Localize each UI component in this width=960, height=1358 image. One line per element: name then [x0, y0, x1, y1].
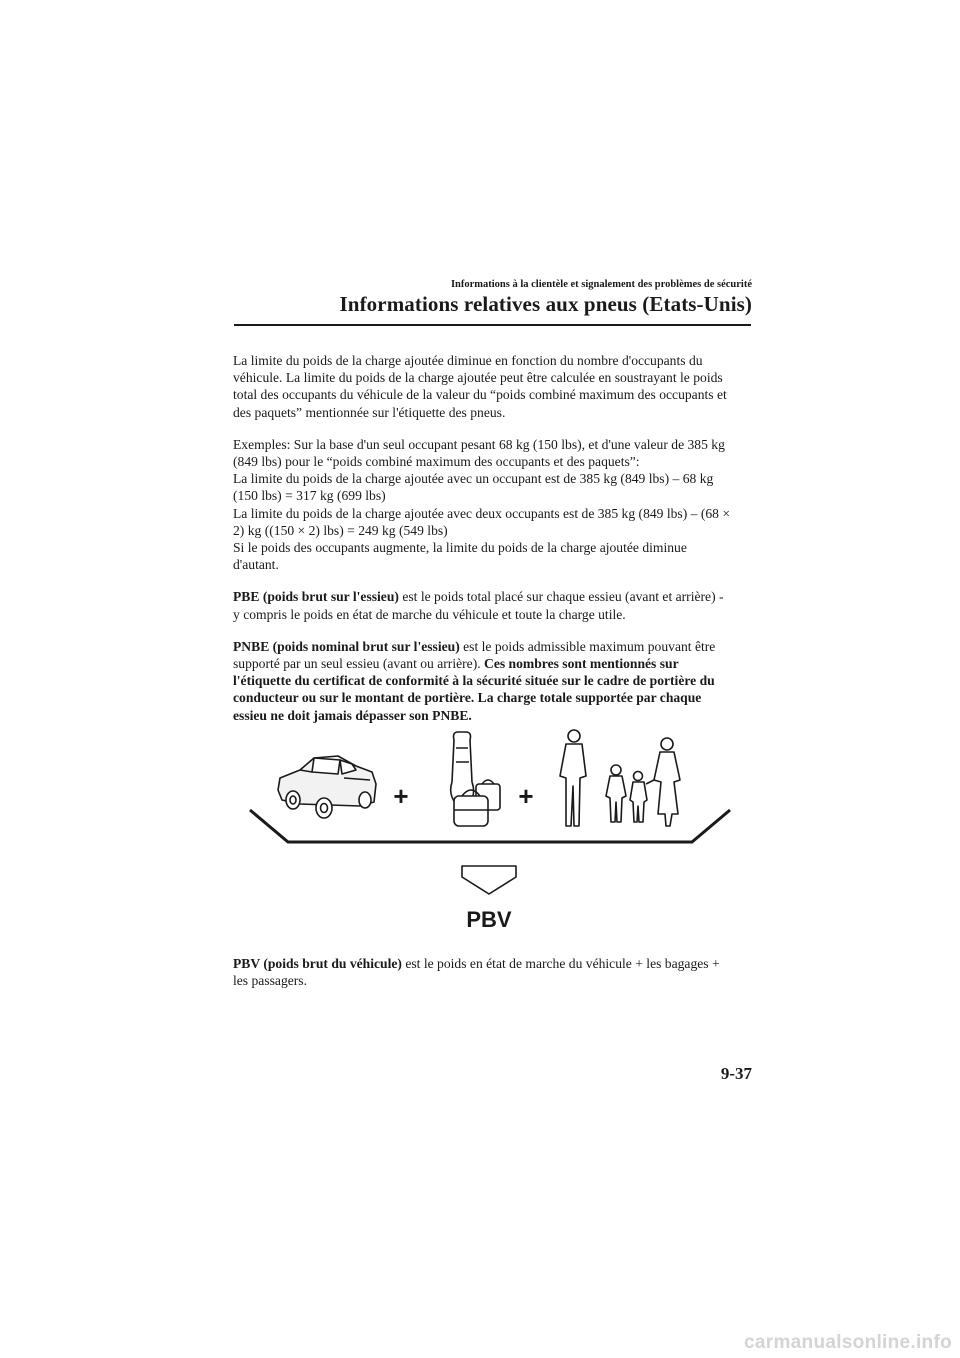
- text-line: (150 lbs) = 317 kg (699 lbs): [233, 488, 386, 504]
- paragraph-examples: [233, 436, 755, 574]
- down-arrow-icon: [462, 866, 516, 894]
- text-line: La limite du poids de la charge ajoutée diminue en fonction du nombre d'occupants du: [233, 353, 703, 368]
- paragraph-load-limit: [233, 352, 755, 421]
- text-run: supporté par un seul essieu (avant ou arrière).: [233, 656, 485, 672]
- text-line: véhicule. La limite du poids de la charge ajoutée peut être calculée en soustrayant le poids: [233, 370, 723, 386]
- text-line: La limite du poids de la charge ajoutée avec un occupant est de 385 kg (849 lbs) – 68 kg: [233, 471, 714, 487]
- paragraph-pbe: [233, 588, 755, 622]
- text-run: est le poids en état de marche du véhicule + les bagages +: [401, 956, 720, 971]
- page-number: 9-37: [720, 1064, 752, 1083]
- car-icon: [278, 756, 376, 818]
- text-line: 2) kg ((150 × 2) lbs) = 249 kg (549 lbs): [233, 522, 448, 538]
- term-pbv: PBV (poids brut du véhicule): [233, 956, 402, 971]
- text-line: des paquets” mentionnée sur l'étiquette des pneus.: [233, 404, 506, 420]
- plus-sign: +: [393, 781, 409, 811]
- text-run-bold: Ces nombres sont mentionnés sur: [484, 656, 679, 672]
- header-rule: [234, 324, 751, 326]
- page-title: Informations relatives aux pneus (Etats-Unis): [339, 292, 752, 316]
- text-line: les passagers.: [233, 973, 307, 989]
- pbv-label: PBV: [466, 907, 512, 932]
- watermark-text: carmanualsonline.info: [744, 1332, 952, 1353]
- text-line: essieu ne doit jamais dépasser son PNBE.: [233, 707, 472, 723]
- luggage-icon: [451, 732, 500, 826]
- text-run: est le poids total placé sur chaque essieu (avant et arrière) -: [398, 589, 724, 605]
- people-icon: [560, 730, 680, 826]
- text-line: Si le poids des occupants augmente, la limite du poids de la charge ajoutée diminue: [233, 540, 687, 556]
- text-line: (849 lbs) pour le “poids combiné maximum des occupants et des paquets”:: [233, 454, 640, 470]
- text-line: conducteur ou sur le montant de portière. La charge totale supportée par chaque: [233, 690, 702, 706]
- term-pnbe: PNBE (poids nominal brut sur l'essieu): [233, 638, 460, 654]
- text-line: La limite du poids de la charge ajoutée avec deux occupants est de 385 kg (849 lbs) – (68 ×: [233, 505, 731, 521]
- text-line: [233, 655, 755, 672]
- text-line: [233, 638, 755, 655]
- header-subtitle: Informations à la clientèle et signalement des problèmes de sécurité: [450, 279, 752, 290]
- text-line: [233, 955, 755, 972]
- paragraph-pnbe: [233, 638, 755, 724]
- main-content: [233, 352, 755, 739]
- pbv-illustration: [240, 722, 740, 937]
- text-line: d'autant.: [233, 557, 279, 573]
- term-pbe: PBE (poids brut sur l'essieu): [233, 589, 399, 605]
- text-line: total des occupants du véhicule de la valeur du “poids combiné maximum des occupants et: [233, 387, 727, 403]
- text-line: Exemples: Sur la base d'un seul occupant pesant 68 kg (150 lbs), et d'une valeur de 385 kg: [233, 436, 725, 452]
- figure-caption: [233, 955, 755, 989]
- plus-sign: +: [518, 781, 534, 811]
- text-line: [233, 588, 755, 605]
- text-line: l'étiquette du certificat de conformité à la sécurité située sur le cadre de portière du: [233, 673, 715, 689]
- text-run: est le poids admissible maximum pouvant être: [459, 638, 716, 654]
- text-line: y compris le poids en état de marche du véhicule et toute la charge utile.: [233, 606, 626, 622]
